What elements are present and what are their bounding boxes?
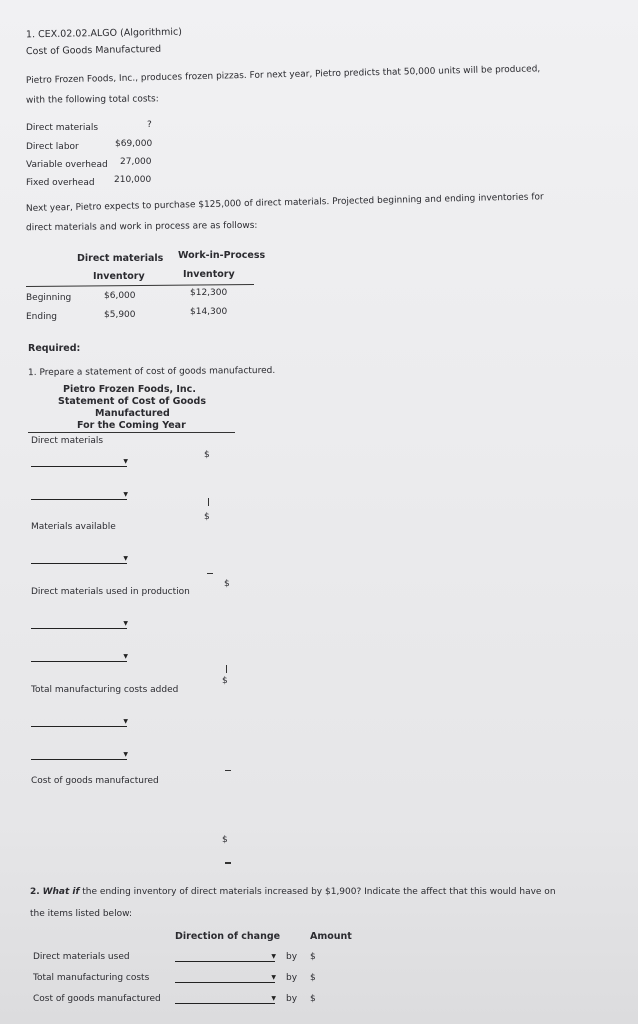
cost-label: Direct labor [26, 142, 79, 152]
table-header-rule [26, 284, 254, 287]
currency-symbol: $ [224, 579, 230, 589]
account-dropdown-3[interactable] [31, 553, 127, 564]
chevron-down-icon: ▼ [271, 953, 276, 960]
part2-prompt [30, 887, 556, 897]
problem-title: Cost of Goods Manufactured [25, 43, 162, 58]
cost-value: 210,000 [114, 175, 152, 185]
row-materials-available: Materials available [31, 522, 116, 532]
chevron-down-icon: ▼ [123, 620, 128, 627]
account-dropdown-7[interactable] [31, 749, 127, 760]
chevron-down-icon: ▼ [271, 995, 276, 1002]
chevron-down-icon: ▼ [123, 653, 128, 660]
dm-value: $6,000 [104, 291, 136, 301]
amount-input-marker[interactable] [226, 665, 227, 673]
by-label: by [286, 994, 298, 1004]
purchase-line-1: Next year, Pietro expects to purchase $125,000 of direct materials. Projected beginning and ending inventories for [25, 192, 544, 214]
amount-input-marker[interactable] [207, 573, 213, 574]
row-direct-materials: Direct materials [31, 436, 104, 446]
intro-line-1: Pietro Frozen Foods, Inc., produces frozen pizzas. For next year, Pietro predicts that 50,000 units will be produced, [25, 64, 541, 86]
direction-dropdown-3[interactable] [175, 993, 275, 1004]
account-dropdown-5[interactable] [31, 651, 127, 662]
currency-symbol: $ [310, 994, 316, 1004]
cost-value: $69,000 [115, 139, 153, 149]
currency-symbol: $ [222, 676, 228, 686]
currency-symbol: $ [204, 450, 210, 460]
row-total-mfg: Total manufacturing costs added [31, 685, 179, 695]
chevron-down-icon: ▼ [271, 974, 276, 981]
wip-value: $14,300 [190, 307, 228, 317]
currency-symbol: $ [310, 952, 316, 962]
part2-what-if: What if [42, 887, 80, 897]
currency-symbol: $ [204, 512, 210, 522]
cost-label: Variable overhead [26, 160, 108, 170]
cost-value: ? [147, 120, 152, 130]
statement-title: Statement of Cost of Goods [58, 396, 206, 407]
part2-prompt-rest: the ending inventory of direct materials increased by $1,900? Indicate the affect that this would have on [82, 887, 556, 897]
required-label: Required: [28, 343, 81, 354]
direction-dropdown-1[interactable] [175, 951, 275, 962]
col-header-amount: Amount [310, 931, 352, 942]
part2-num: 2. [30, 887, 40, 897]
statement-title-2: Manufactured [95, 408, 170, 419]
part2-item: Cost of goods manufactured [33, 994, 161, 1004]
wip-value: $12,300 [190, 288, 228, 298]
currency-symbol: $ [222, 835, 228, 845]
col-header-dm: Direct materials [77, 253, 164, 264]
statement-rule [28, 432, 235, 433]
purchase-line-2: direct materials and work in process are as follows: [25, 220, 258, 234]
dm-value: $5,900 [104, 310, 136, 320]
account-dropdown-1[interactable] [31, 456, 127, 467]
part1-prompt: 1. Prepare a statement of cost of goods manufactured. [27, 365, 276, 379]
amount-input-marker[interactable] [225, 862, 231, 864]
row-label: Ending [26, 312, 58, 322]
by-label: by [286, 952, 298, 962]
part2-item: Direct materials used [33, 952, 130, 962]
intro-line-2: with the following total costs: [25, 94, 159, 106]
direction-dropdown-2[interactable] [175, 972, 275, 983]
amount-input-marker[interactable] [208, 498, 209, 506]
col-header-wip: Work-in-Process [178, 250, 266, 261]
account-dropdown-2[interactable] [31, 489, 127, 500]
chevron-down-icon: ▼ [123, 458, 128, 465]
chevron-down-icon: ▼ [123, 718, 128, 725]
col-header-wip-sub: Inventory [183, 269, 235, 280]
chevron-down-icon: ▼ [123, 555, 128, 562]
cost-value: 27,000 [120, 157, 152, 167]
part2-prompt-line2: the items listed below: [30, 909, 133, 919]
row-cogm: Cost of goods manufactured [31, 776, 159, 786]
statement-company: Pietro Frozen Foods, Inc. [63, 384, 196, 395]
chevron-down-icon: ▼ [123, 751, 128, 758]
by-label: by [286, 973, 298, 983]
account-dropdown-6[interactable] [31, 716, 127, 727]
chevron-down-icon: ▼ [123, 491, 128, 498]
problem-id: 1. CEX.02.02.ALGO (Algorithmic) [25, 26, 183, 41]
account-dropdown-4[interactable] [31, 618, 127, 629]
amount-input-marker[interactable] [225, 770, 231, 771]
statement-period: For the Coming Year [77, 420, 186, 431]
part2-item: Total manufacturing costs [33, 973, 150, 983]
currency-symbol: $ [310, 973, 316, 983]
cost-label: Direct materials [26, 123, 99, 133]
col-header-dm-sub: Inventory [93, 271, 145, 282]
cost-label: Fixed overhead [26, 178, 95, 188]
row-dm-used: Direct materials used in production [31, 587, 190, 597]
row-label: Beginning [26, 293, 72, 303]
col-header-direction: Direction of change [175, 931, 281, 942]
